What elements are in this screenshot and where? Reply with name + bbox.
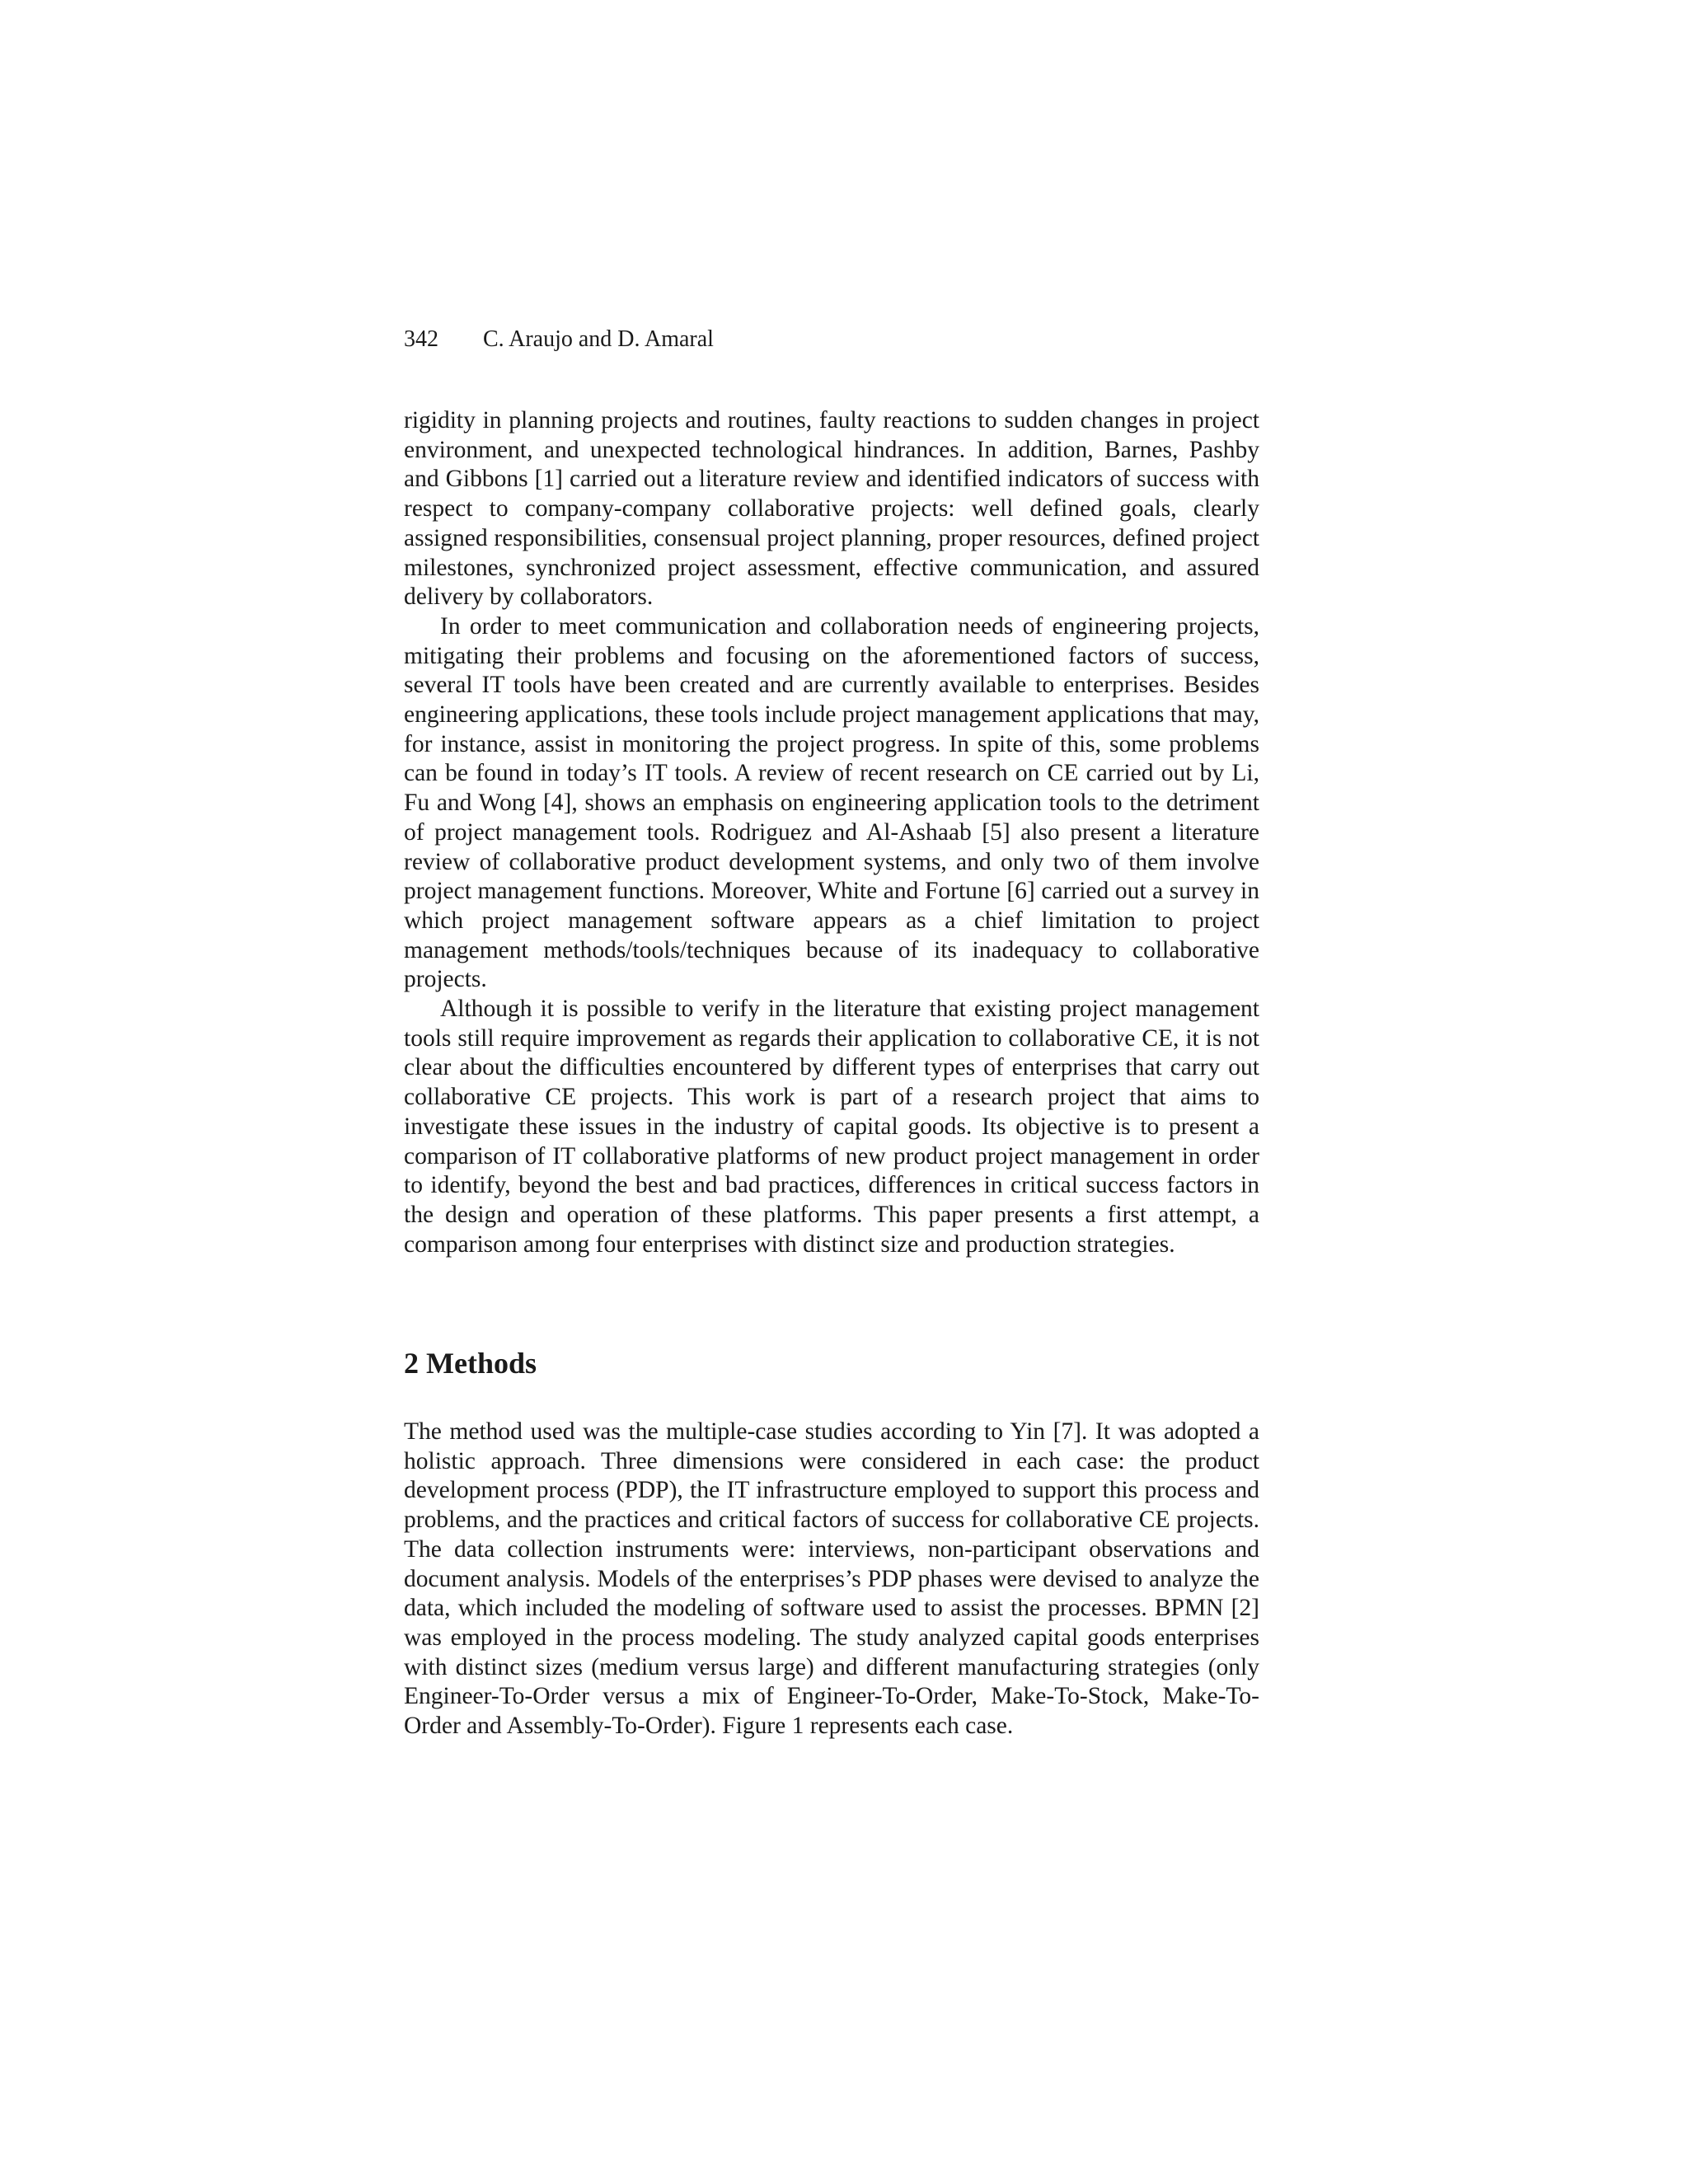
running-head [404,325,714,354]
paragraph-objective: Although it is possible to verify in the literature that existing project management tools still require improvement as regards their application to collaborative CE, it is not clear about the difficulties encountered by different types of enterprises that carry out collaborative CE projects. This work is part of a research project that aims to investigate these issues in the industry of capital goods. Its objective is to present a comparison of IT collaborative platforms of new product project management in order to identify, beyond the best and bad practices, differences in critical success factors in the design and operation of these platforms. This paper presents a first attempt, a comparison among four enterprises with distinct size and production strategies. [404,996,1259,1258]
methods-text-block [404,1418,1259,1741]
paragraph-it-tools: In order to meet communication and collaboration needs of engineering projects, mitigating their problems and focusing on the aforementioned factors of success, several IT tools have been created and are currently available to enterprises. Besides engineering applications, these tools include project management applications that may, for instance, assist in monitoring the project progress. In spite of this, some problems can be found in today’s IT tools. A review of recent research on CE carried out by Li, Fu and Wong [4], shows an emphasis on engineering application tools to the detriment of project management tools. Rodriguez and Al-Ashaab [5] also present a literature review of collaborative product development systems, and only two of them involve project management functions. Moreover, White and Fortune [6] carried out a survey in which project management software appears as a chief limitation to project management methods/tools/techniques because of its inadequacy to collaborative projects. [404,612,1259,993]
running-head-authors: C. Araujo and D. Amaral [483,326,714,352]
intro-text-block [404,406,1259,1259]
page-number: 342 [404,326,438,352]
paragraph-continuation: rigidity in planning projects and routines, faulty reactions to sudden changes in project environment, and unexpected technological hindrances. In addition, Barnes, Pashby and Gibbons [1] carried out a literature review and identified indicators of success with respect to company-company collaborative projects: well defined goals, clearly assigned responsibilities, consensual project planning, proper resources, defined project milestones, synchronized project assessment, effective communication, and assured delivery by collaborators. [404,407,1259,611]
section-heading-methods: 2 Methods [404,1347,537,1380]
paragraph-methods: The method used was the multiple-case studies according to Yin [7]. It was adopted a holistic approach. Three dimensions were considered in each case: the product development process (PDP), the IT infrastructure employed to support this process and problems, and the practices and critical factors of success for collaborative CE projects. The data collection instruments were: interviews, non-participant observations and document analysis. Models of the enterprises’s PDP phases were devised to analyze the data, which included the modeling of software used to assist the processes. BPMN [2] was employed in the process modeling. The study analyzed capital goods enterprises with distinct sizes (medium versus large) and different manufacturing strategies (only Engineer-To-Order versus a mix of Engineer-To-Order, Make-To-Stock, Make-To-Order and Assembly-To-Order). Figure 1 represents each case. [404,1418,1259,1740]
